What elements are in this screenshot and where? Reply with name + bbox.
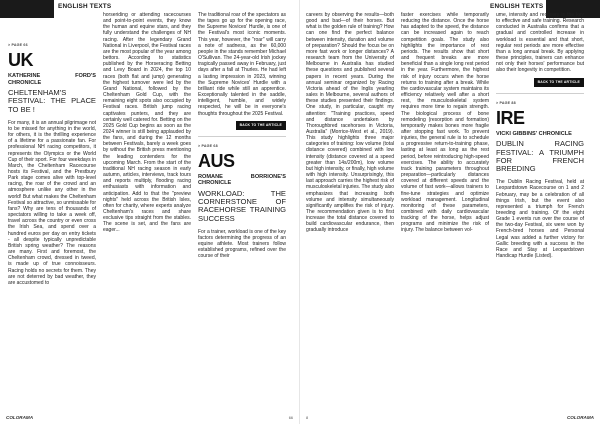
article-headline: CHELTENHAM'S FESTIVAL: THE PLACE TO BE ! — [8, 88, 96, 114]
section-marker — [0, 0, 54, 18]
article-body: ume, intensity and recovery is the key to effective and safe training. Research conducted in Australia confirms that a gradual and controlled increase in workload is essential and that short, regular rest periods are more effective than a long annual break. By applying these principles, trainers can enhance not only their horses' performance but also their longevity in competition. — [496, 12, 584, 74]
back-to-article-button[interactable]: BACK TO THE ARTICLE — [236, 121, 286, 130]
article-body: horseriding or attending racecourses and point-to-point events, they know the human and equine stars, and they fully understand the challenges of NH racing. After the legendary Grand National in Liverpool, the Festival races are the most popular of the year among bettors. According to statistics published by the Horseracing Betting and Levy Board in 2024, the top 10 races (both flat and jump) generating the highest turnover were led by the Grand National, followed by the Cheltenham Gold Cup, with the remaining eight spots also occupied by Festival races. British jump racing captivates punters, and they are certainly well catered for. Betting on the 2025 Gold Cup begins as soon as the 2024 winner is still being applauded by the fans, and during the 12 months between Festivals, barely a week goes by without the British press mentioning the leading contenders for the upcoming March. From the start of the traditional NH racing season in early autumn, articles, interviews, track tours and reports multiply, flooding racing enthusiasts with information and anticipation. Add to that the "preview nights" held across the British Isles, often for charity, where experts analyze Cheltenham's races and share exclusive tips straight from the stables. The scene is set, and the fans are eager... — [103, 12, 191, 234]
magazine-logo: COLORAMA — [566, 415, 594, 420]
country-heading: AUS — [198, 150, 235, 171]
article-body: The Dublin Racing Festival, held at Leopardstown Racecourse on 1 and 2 February, may be a celebration of all things Irish, but the event also represented a triumph for French breeding and training. Of the eight Grade 1 events run over the course of the two-day Festival, six were won by French-bred horses and Personal Legal was added a further victory for Gallic breeding with a success in the Race and Stay at Leopardstown Handicap Hurdle (Listed). — [496, 179, 584, 260]
column-2 — [103, 12, 191, 234]
divider — [496, 93, 584, 94]
back-to-article-button[interactable]: BACK TO THE ARTICLE — [534, 78, 584, 87]
page-number: 8 — [306, 416, 309, 420]
chronicle-author: VICKI GIBBINS' CHRONICLE — [496, 130, 572, 137]
right-page — [300, 0, 600, 424]
section-label: ENGLISH TEXTS — [58, 3, 112, 10]
column-1 — [306, 12, 394, 234]
page-reference[interactable]: > PAGE 68 — [198, 143, 218, 148]
article-body: For a trainer, workload is one of the key factors determining the progress of an equine athlete. Most trainers follow established programs, refined over the course of their — [198, 228, 286, 260]
section-label: ENGLISH TEXTS — [490, 3, 544, 10]
article-body: careers by observing the results—both good and bad—of their horses. But what is the golden rule of training? How can one find the perfect balance between intensity, duration and volume of preparation? Should the focus be on more fast work or longer distances? A research team from the University of Melbourne in Australia has studied these questions and published several papers in recent years. During the annual seminar organized by Racing Victoria ahead of the Inglis yearling sales in Melbourne, several authors of these studies presented their findings. One study, in particular, caught my attention: "Training practices, speed and distance undertaken by Thoroughbred racehorses in Victoria, Australia" (Morrice-West et al., 2019). This study highlights three major categories of training: low volume (total distance covered) combined with low intensity (distance covered at a speed greater than 14s/200m), low volume but high intensity, or finally, high volume with high intensity. Unsurprisingly, this last approach carries the highest risk of musculoskeletal injuries. The study also emphasizes that increasing both volume and intensity simultaneously significantly amplifies the risk of injury. The recommendation given is to first increase the total distance covered to build cardiovascular endurance, then gradually introduce — [306, 12, 395, 234]
article-body: For many, it is an annual pilgrimage not to be missed for anything in the world, for others, it is the thrilling experience of a lifetime for a passionate fan. For professional NH racing competitors, it represents the Olympics or the World Cup of their sport. For four weekdays in March, the Cheltenham Racecourse hosts its Festival, and the Prestbury Park stage comes alive with top-level racing, the roar of the crowd and an atmosphere unlike any other in the world! But what makes the Cheltenham Festival so attractive, so unmissable for fans? Why are tens of thousands of spectators willing to take a week off, travel across the country or even cross the Irish Sea, and spend over a hundred euros per day on entry tickets - all despite typically unpredictable British spring weather? The reasons are many. First and foremost, the Cheltenham crowd, dressed in tweed, is made up of true connoisseurs. Racing holds no secrets for them. They are not deterred by bad weather, they are accustomed to — [8, 119, 96, 286]
column-2 — [401, 12, 489, 234]
column-3 — [496, 12, 584, 259]
column-3 — [198, 12, 286, 260]
page-number: 66 — [288, 416, 293, 420]
page-reference[interactable]: > PAGE 88 — [496, 100, 516, 105]
magazine-logo: COLORAMA — [6, 415, 34, 420]
page-reference[interactable]: > PAGE 66 — [8, 43, 28, 47]
article-headline: WORKLOAD: THE CORNERSTONE OF RACEHORSE TRAINING SUCCESS — [198, 188, 286, 223]
chronicle-author: ROMANE BORRIONE'S CHRONICLE — [198, 173, 286, 187]
country-heading: UK — [8, 50, 33, 71]
article-body: faster exercises while temporarily reducing the distance. Once the horse has adapted to the speed, the distance can be increased again to reach competition goals. The study also highlights the importance of rest periods. The results show that short and frequent breaks are more beneficial than a single long rest period in the year. Furthermore, the highest risk of injury occurs when the horse returns to training after a break. While the cardiovascular system maintains its efficiency relatively well after a short rest, the musculoskeletal system requires more time to regain strength. The biological process of bone remodeling (resorption and formation) temporarily makes bones more fragile after stopping fast work. To prevent injuries, the general rule is to schedule a progressive return-to-training phase, lasting at least as long as the rest period, before reintroducing high-speed exercises. The ability to accurately track training parameters throughout preparation—particularly distances covered at different speeds and the volume of fast work—allows trainers to fine-tune strategies and optimize workload management. Longitudinal monitoring of these parameters, combined with daily cardiovascular tracking of the horse, helps adjust programs and minimize the risk of injury. The balance between vol- — [401, 12, 489, 234]
country-heading: IRE — [496, 107, 525, 128]
article-headline: DUBLIN RACING FESTIVAL: A TRIUMPH FOR FRENCH BREEDING — [496, 139, 584, 173]
article-body: The traditional roar of the spectators as the tapes go up for the opening race, the Supreme Novices' Hurdle, is one of the Festival's most iconic moments. This year, however, the "roar" will carry a note of sadness, as the 60,000 people in the stands remember Michael O'Sullivan. The 24-year-old Irish jockey tragically passed away in February, just days after a fall at Thurles. He had left a lasting impression in 2023, winning the Supreme Novices' Hurdle with a brilliant ride while still an apprentice. Exceptionally talented in the saddle, intelligent, humble, and widely respected, he will be in everyone's thoughts throughout the 2025 Festival. — [198, 12, 286, 117]
chronicle-author: KATHERINE FORD'S CHRONICLE — [8, 73, 96, 86]
divider — [198, 136, 286, 137]
column-1 — [8, 42, 96, 286]
